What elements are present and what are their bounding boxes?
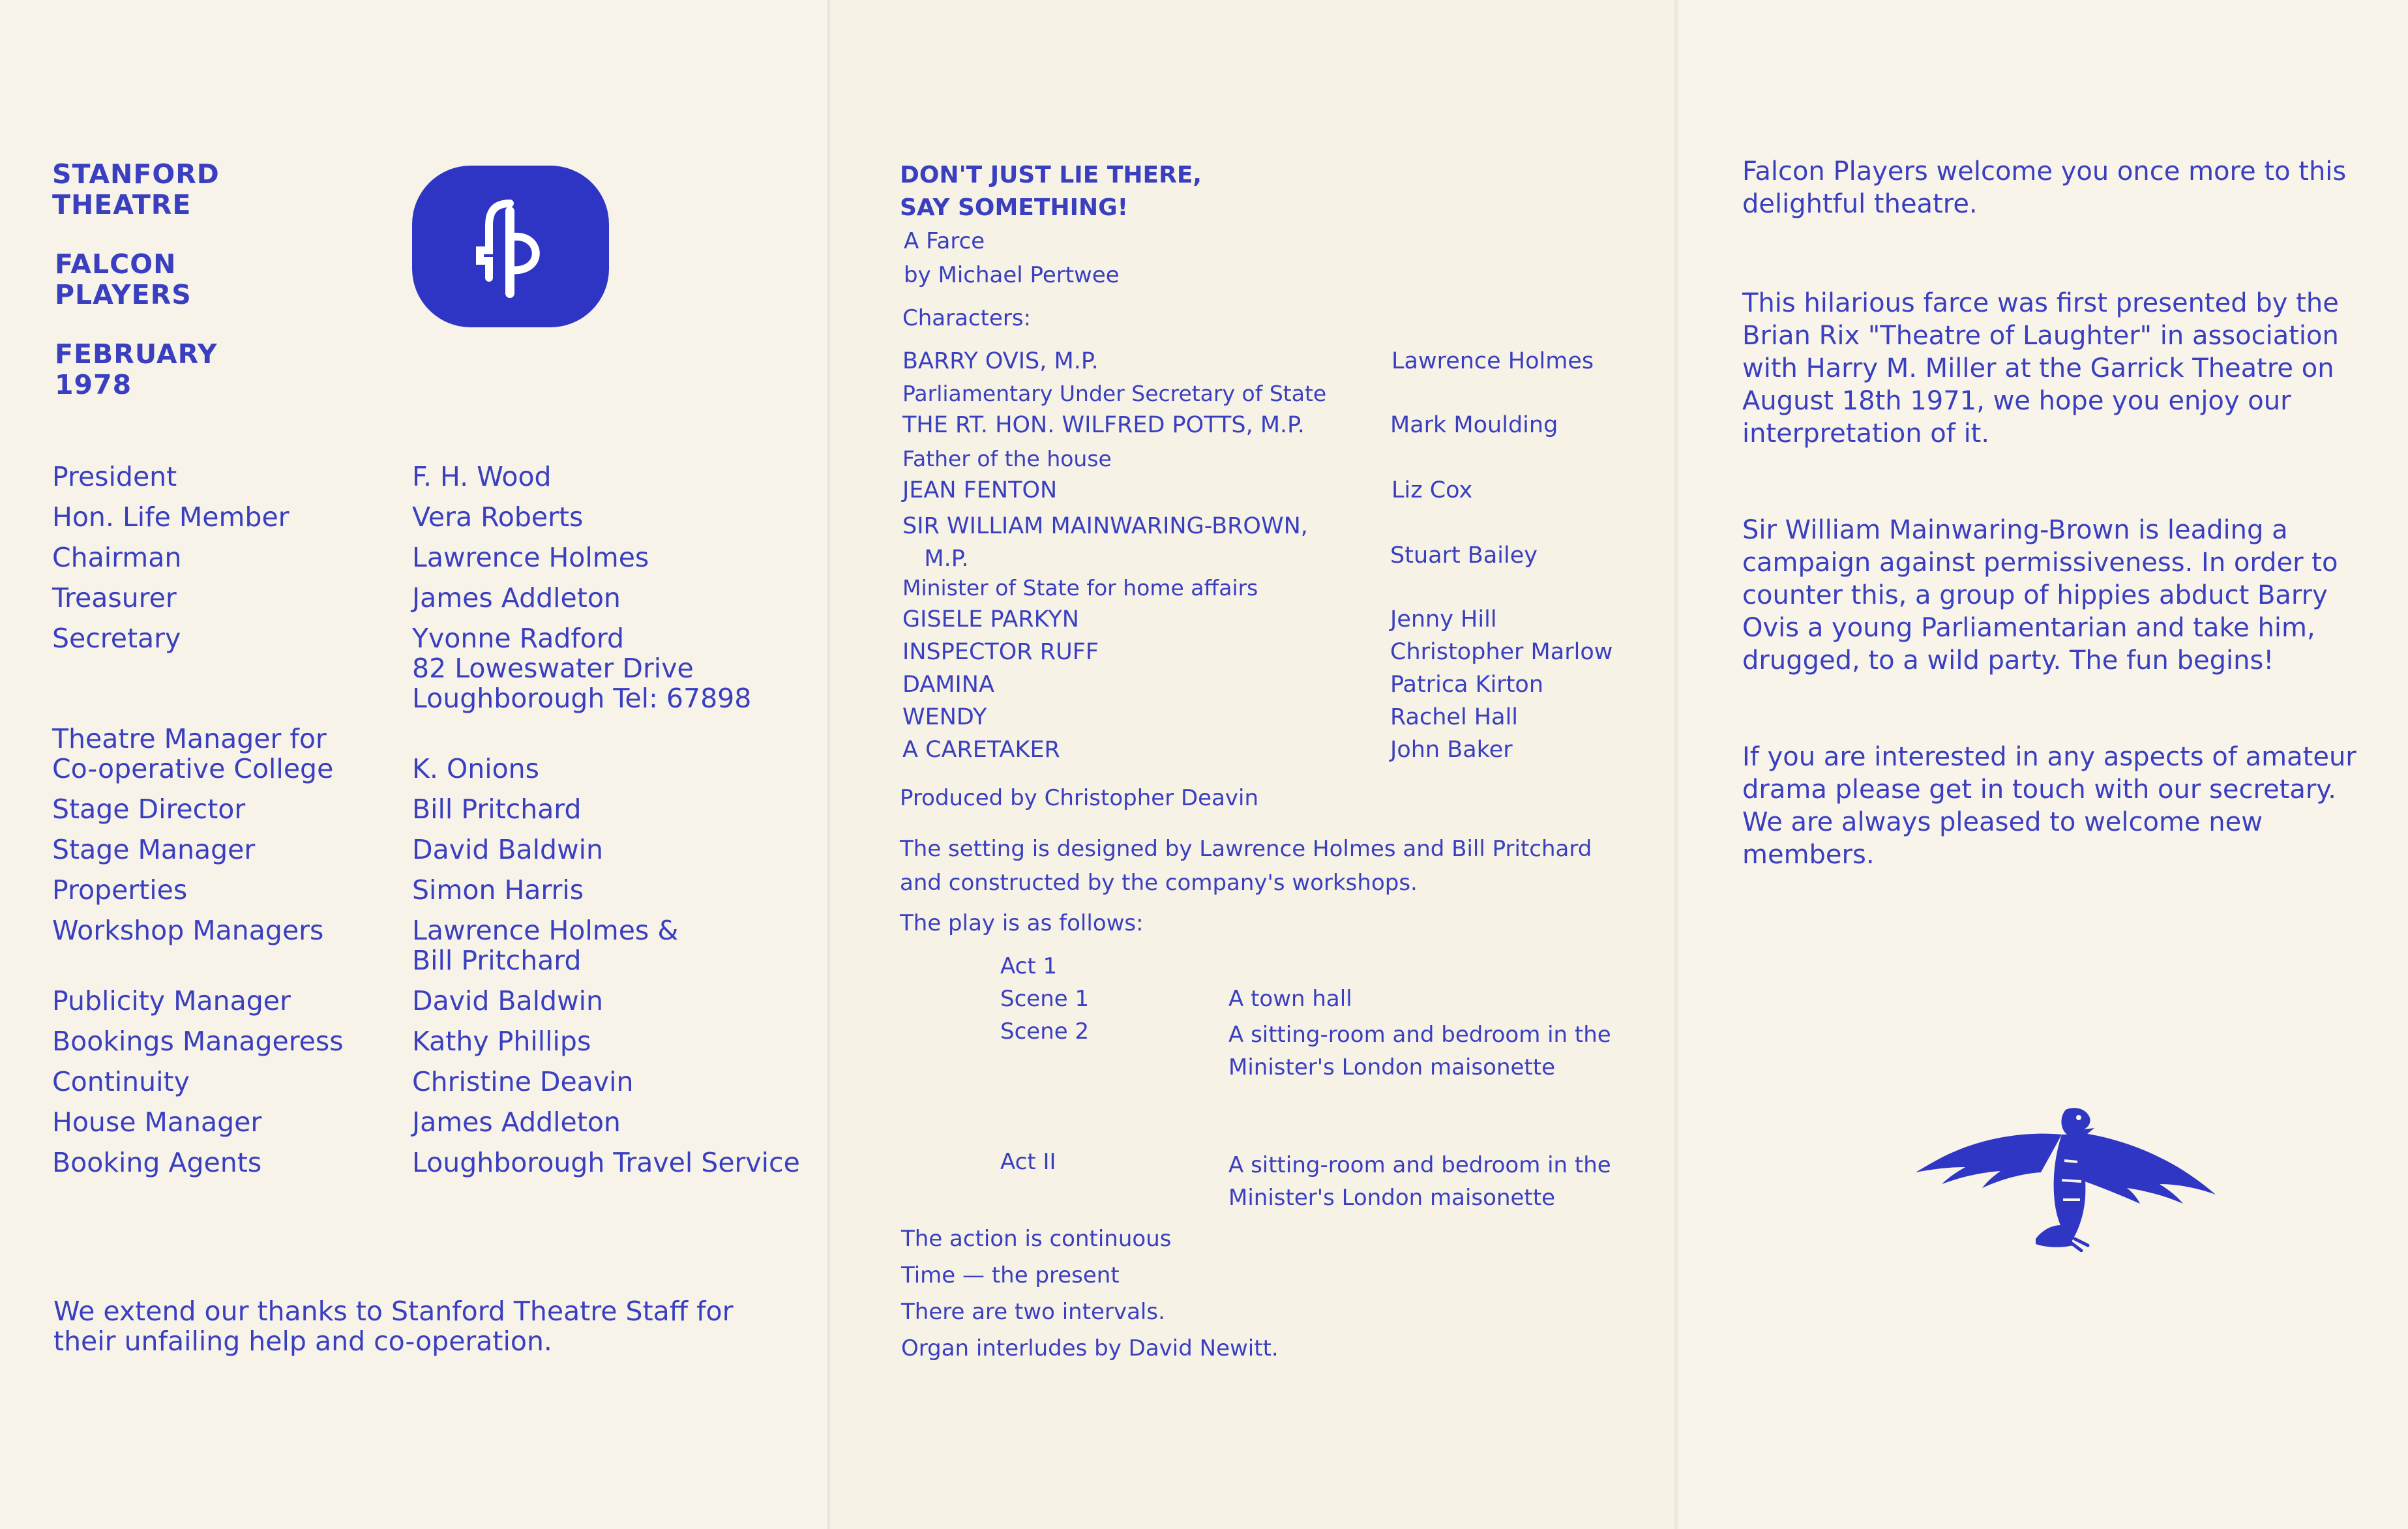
thanks-line: their unfailing help and co-operation. [53,1326,552,1357]
cast-role: SIR WILLIAM MAINWARING-BROWN, M.P. [902,513,1308,572]
act-description-line: Minister's London maisonette [1228,1185,1555,1211]
cast-role: JEAN FENTON [902,477,1058,503]
scene-description-line: Minister's London maisonette [1228,1054,1555,1080]
staff-role: Theatre Manager for Co-operative College [52,723,334,784]
foh-role: Bookings Manageress [52,1026,344,1057]
foh-role: House Manager [52,1106,262,1138]
setting-line: The setting is designed by Lawrence Holmes and Bill Pritchard [900,836,1592,862]
scene-description [1228,1018,1611,1084]
cast-role: GISELE PARKYN [902,606,1079,632]
committee-role: Chairman [52,542,182,573]
play-genre: A Farce [904,228,985,254]
note-line: The action is continuous [901,1226,1172,1252]
cast-actor: Patrica Kirton [1390,672,1544,698]
fold-line [1674,0,1678,1529]
cast-actor: Liz Cox [1391,477,1473,503]
falcon-players-logo [412,166,609,327]
cast-role: THE RT. HON. WILFRED POTTS, M.P. [902,412,1305,438]
venue-heading [52,159,220,220]
cast-actor: Stuart Bailey [1390,542,1538,569]
setting-credit [900,832,1592,900]
scene-description-line: A sitting-room and bedroom in the [1228,1022,1611,1048]
producer-credit: Produced by Christopher Deavin [900,785,1259,811]
venue-line: STANFORD [52,158,220,190]
cast-actor: Rachel Hall [1390,704,1519,730]
falcon-icon [1910,1089,2217,1252]
history-paragraph: This hilarious farce was first presented by the Brian Rix "Theatre of Laughter" in association with Harry M. Miller at the Garrick Theatre on August 18th 1971, we hope you enjoy our interpretation of it. [1742,288,2339,449]
date-line: 1978 [55,369,132,400]
synopsis-paragraph: Sir William Mainwaring-Brown is leading a campaign against permissiveness. In order to counter this, a group of hippies abduct Barry Ovis a young Parliamentarian and take him, drugged, to a wild party. The fun begins! [1742,515,2338,675]
cast-description: Minister of State for home affairs [902,575,1258,601]
staff-role: Properties [52,874,188,906]
staff-name: Bill Pritchard [412,794,582,825]
setting-line: and constructed by the company's workshops. [900,870,1418,896]
date-line: FEBRUARY [55,338,218,370]
cast-actor: Lawrence Holmes [1391,348,1594,374]
play-title [900,159,1202,224]
act-label: Act II [1000,1149,1056,1175]
cast-description: Parliamentary Under Secretary of State [902,381,1327,406]
falcon-drawing [1910,1089,2217,1252]
foh-role: Publicity Manager [52,985,291,1017]
venue-line: THEATRE [52,189,192,220]
committee-name: F. H. Wood [412,461,552,492]
cast-role: BARRY OVIS, M.P. [902,348,1099,374]
foh-name: Kathy Phillips [412,1026,591,1057]
committee-role: Secretary [52,623,181,654]
staff-role: Stage Director [52,794,246,825]
thanks-line: We extend our thanks to Stanford Theatre Staff for [53,1296,734,1327]
note-line: There are two intervals. [901,1299,1165,1325]
characters-label: Characters: [902,305,1032,331]
fp-logo-icon [412,166,609,327]
act-description-line: A sitting-room and bedroom in the [1228,1152,1611,1178]
scene-label: Scene 1 [1000,986,1090,1012]
welcome-paragraph: Falcon Players welcome you once more to this delightful theatre. [1742,156,2347,219]
act-label: Act 1 [1000,953,1058,979]
committee-role: Hon. Life Member [52,501,290,533]
staff-name: Lawrence Holmes & Bill Pritchard [412,915,679,976]
foh-name: James Addleton [412,1106,621,1138]
fold-line [827,0,831,1529]
committee-name: Yvonne Radford 82 Loweswater Drive Loughborough Tel: 67898 [412,623,752,714]
cast-role: A CARETAKER [902,737,1060,763]
cast-actor: John Baker [1390,737,1513,763]
company-heading [55,249,192,310]
foh-role: Booking Agents [52,1147,262,1178]
play-author: by Michael Pertwee [904,262,1120,288]
foh-name: David Baldwin [412,985,603,1017]
cast-actor: Jenny Hill [1390,606,1497,632]
staff-name: Simon Harris [412,874,584,906]
play-title-line: DON'T JUST LIE THERE, [900,162,1202,188]
cast-role: WENDY [902,704,987,730]
cast-actor: Christopher Marlow [1390,639,1613,665]
membership-paragraph: If you are interested in any aspects of amateur drama please get in touch with our secretary. We are always pleased to welcome new members. [1742,742,2356,870]
cast-role: DAMINA [902,672,994,698]
note-line: Organ interludes by David Newitt. [901,1335,1279,1361]
staff-name: David Baldwin [412,834,603,865]
staff-name: K. Onions [412,753,540,784]
thanks-note [53,1296,733,1356]
scene-label: Scene 2 [1000,1018,1090,1045]
committee-name: James Addleton [412,582,621,614]
staff-role: Stage Manager [52,834,256,865]
production-notes [901,1221,1279,1367]
date-heading [55,339,218,400]
committee-name: Vera Roberts [412,501,584,533]
cast-description: Father of the house [902,446,1112,471]
foh-name: Loughborough Travel Service [412,1147,800,1178]
note-line: Time — the present [901,1262,1120,1288]
foh-name: Christine Deavin [412,1066,634,1097]
staff-role: Workshop Managers [52,915,324,946]
committee-role: President [52,461,177,492]
company-line: FALCON [55,248,177,280]
play-title-line: SAY SOMETHING! [900,194,1129,221]
play-structure-label: The play is as follows: [900,910,1144,936]
cast-role: INSPECTOR RUFF [902,639,1099,665]
cast-actor: Mark Moulding [1390,412,1558,438]
foh-role: Continuity [52,1066,190,1097]
committee-role: Treasurer [52,582,177,614]
act-description [1228,1149,1611,1214]
company-line: PLAYERS [55,279,192,310]
committee-name: Lawrence Holmes [412,542,649,573]
scene-description: A town hall [1228,986,1352,1012]
